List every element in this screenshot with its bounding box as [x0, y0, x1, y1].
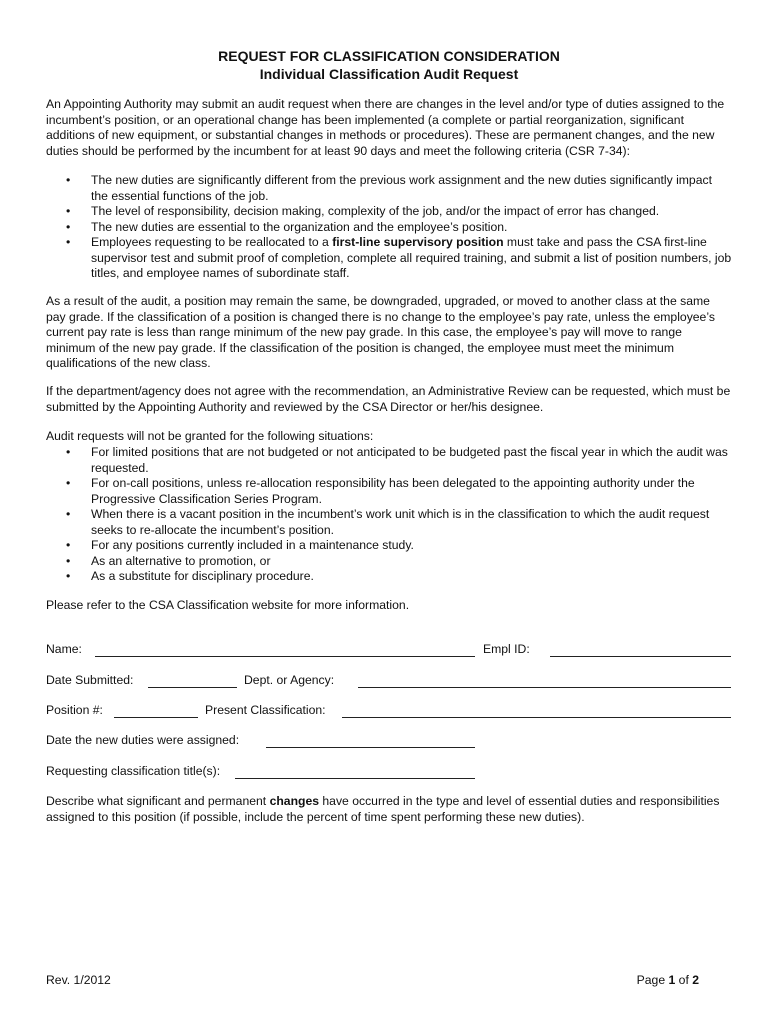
page-word: Page — [636, 973, 669, 987]
list-item: • For on-call positions, unless re-allocation responsibility has been delegated to the appointing authority under the Progressive Classification Series Program. — [46, 476, 732, 507]
date-assigned-label: Date the new duties were assigned: — [46, 733, 240, 747]
page-subtitle: Individual Classification Audit Request — [259, 66, 519, 82]
review-paragraph: If the department/agency does not agree with the recommendation, an Administrative Review can be requested, which must be submitted by the Appointing Authority and reviewed by the CSA Director or her/his designee. — [46, 384, 731, 414]
describe-post: have occurred in the type and level of essential duties and responsibilities assigned to this position (if possible, include the percent of time spent performing these new duties). — [46, 794, 720, 824]
position-label: Position #: — [46, 703, 103, 717]
list-item: • For limited positions that are not budgeted or not anticipated to be budgeted past the fiscal year in which the audit was requested. — [46, 445, 732, 476]
page-of-word: of — [675, 973, 693, 987]
position-field[interactable] — [114, 717, 198, 718]
page-total: 2 — [692, 973, 699, 987]
name-field[interactable] — [95, 656, 475, 657]
criteria-4-bold: first-line supervisory position — [332, 235, 504, 249]
empl-id-field[interactable] — [550, 656, 731, 657]
list-item: • As an alternative to promotion, or — [46, 554, 732, 570]
list-item: • The level of responsibility, decision making, complexity of the job, and/or the impact of error has changed. — [46, 204, 732, 220]
refer-paragraph: Please refer to the CSA Classification website for more information. — [46, 598, 410, 612]
page-title: REQUEST FOR CLASSIFICATION CONSIDERATION — [218, 48, 560, 64]
describe-paragraph — [46, 794, 732, 825]
requesting-title-label: Requesting classification title(s): — [46, 764, 221, 778]
dept-label: Dept. or Agency: — [244, 673, 335, 687]
name-label: Name: — [46, 642, 82, 656]
not-granted-intro: Audit requests will not be granted for the following situations: — [46, 429, 374, 443]
list-item: • The new duties are significantly different from the previous work assignment and the new duties significantly impact the essential functions of the job. — [46, 173, 732, 204]
not-granted-list — [46, 445, 732, 585]
present-classification-field[interactable] — [342, 717, 731, 718]
list-item — [46, 235, 732, 282]
requesting-title-field[interactable] — [235, 778, 475, 779]
dept-field[interactable] — [358, 687, 731, 688]
page-number — [637, 973, 699, 989]
list-item: • For any positions currently included in a maintenance study. — [46, 538, 732, 554]
present-classification-label: Present Classification: — [205, 703, 326, 717]
criteria-list — [46, 173, 732, 282]
list-item: • When there is a vacant position in the incumbent’s work unit which is in the classification to which the audit request seeks to re-allocate the incumbent’s position. — [46, 507, 732, 538]
page-current: 1 — [668, 973, 676, 987]
describe-pre: Describe what significant and permanent — [46, 794, 270, 808]
list-item: • As a substitute for disciplinary procedure. — [46, 569, 732, 585]
criteria-4-pre: Employees requesting to be reallocated to a — [91, 235, 333, 249]
date-assigned-field[interactable] — [266, 747, 475, 748]
revision-label: Rev. 1/2012 — [46, 973, 111, 987]
date-submitted-field[interactable] — [148, 687, 237, 688]
list-item: • The new duties are essential to the organization and the employee’s position. — [46, 220, 732, 236]
date-submitted-label: Date Submitted: — [46, 673, 134, 687]
describe-bold: changes — [269, 794, 320, 808]
intro-paragraph: An Appointing Authority may submit an audit request when there are changes in the level and/or type of duties assigned to the incumbent’s position, or an operational change has been implemented (a complete or partial reorganization, significant additions of new equipment, or substantial changes in methods or procedures). These are permanent changes, and the new duties should be performed by the incumbent for at least 90 days and meet the following criteria (CSR 7-34): — [46, 97, 725, 158]
result-paragraph: As a result of the audit, a position may remain the same, be downgraded, upgraded, or moved to another class at the same pay grade. If the classification of a position is changed there is no change to the employee’s pay rate, unless the employee’s current pay rate is less than range minimum of the new pay grade. In this case, the employee’s pay will move to range minimum of the new pay grade. If the classification of the position is changed, the employee must meet the minimum qualifications of the new class. — [46, 294, 715, 370]
criteria-4-post: must take and pass the CSA first-line supervisor test and submit proof of completion, complete all required training, and submit a list of position numbers, job titles, and employee names of subordinate staff. — [91, 235, 732, 280]
empl-id-label: Empl ID: — [483, 642, 530, 656]
form-page — [46, 0, 732, 1024]
